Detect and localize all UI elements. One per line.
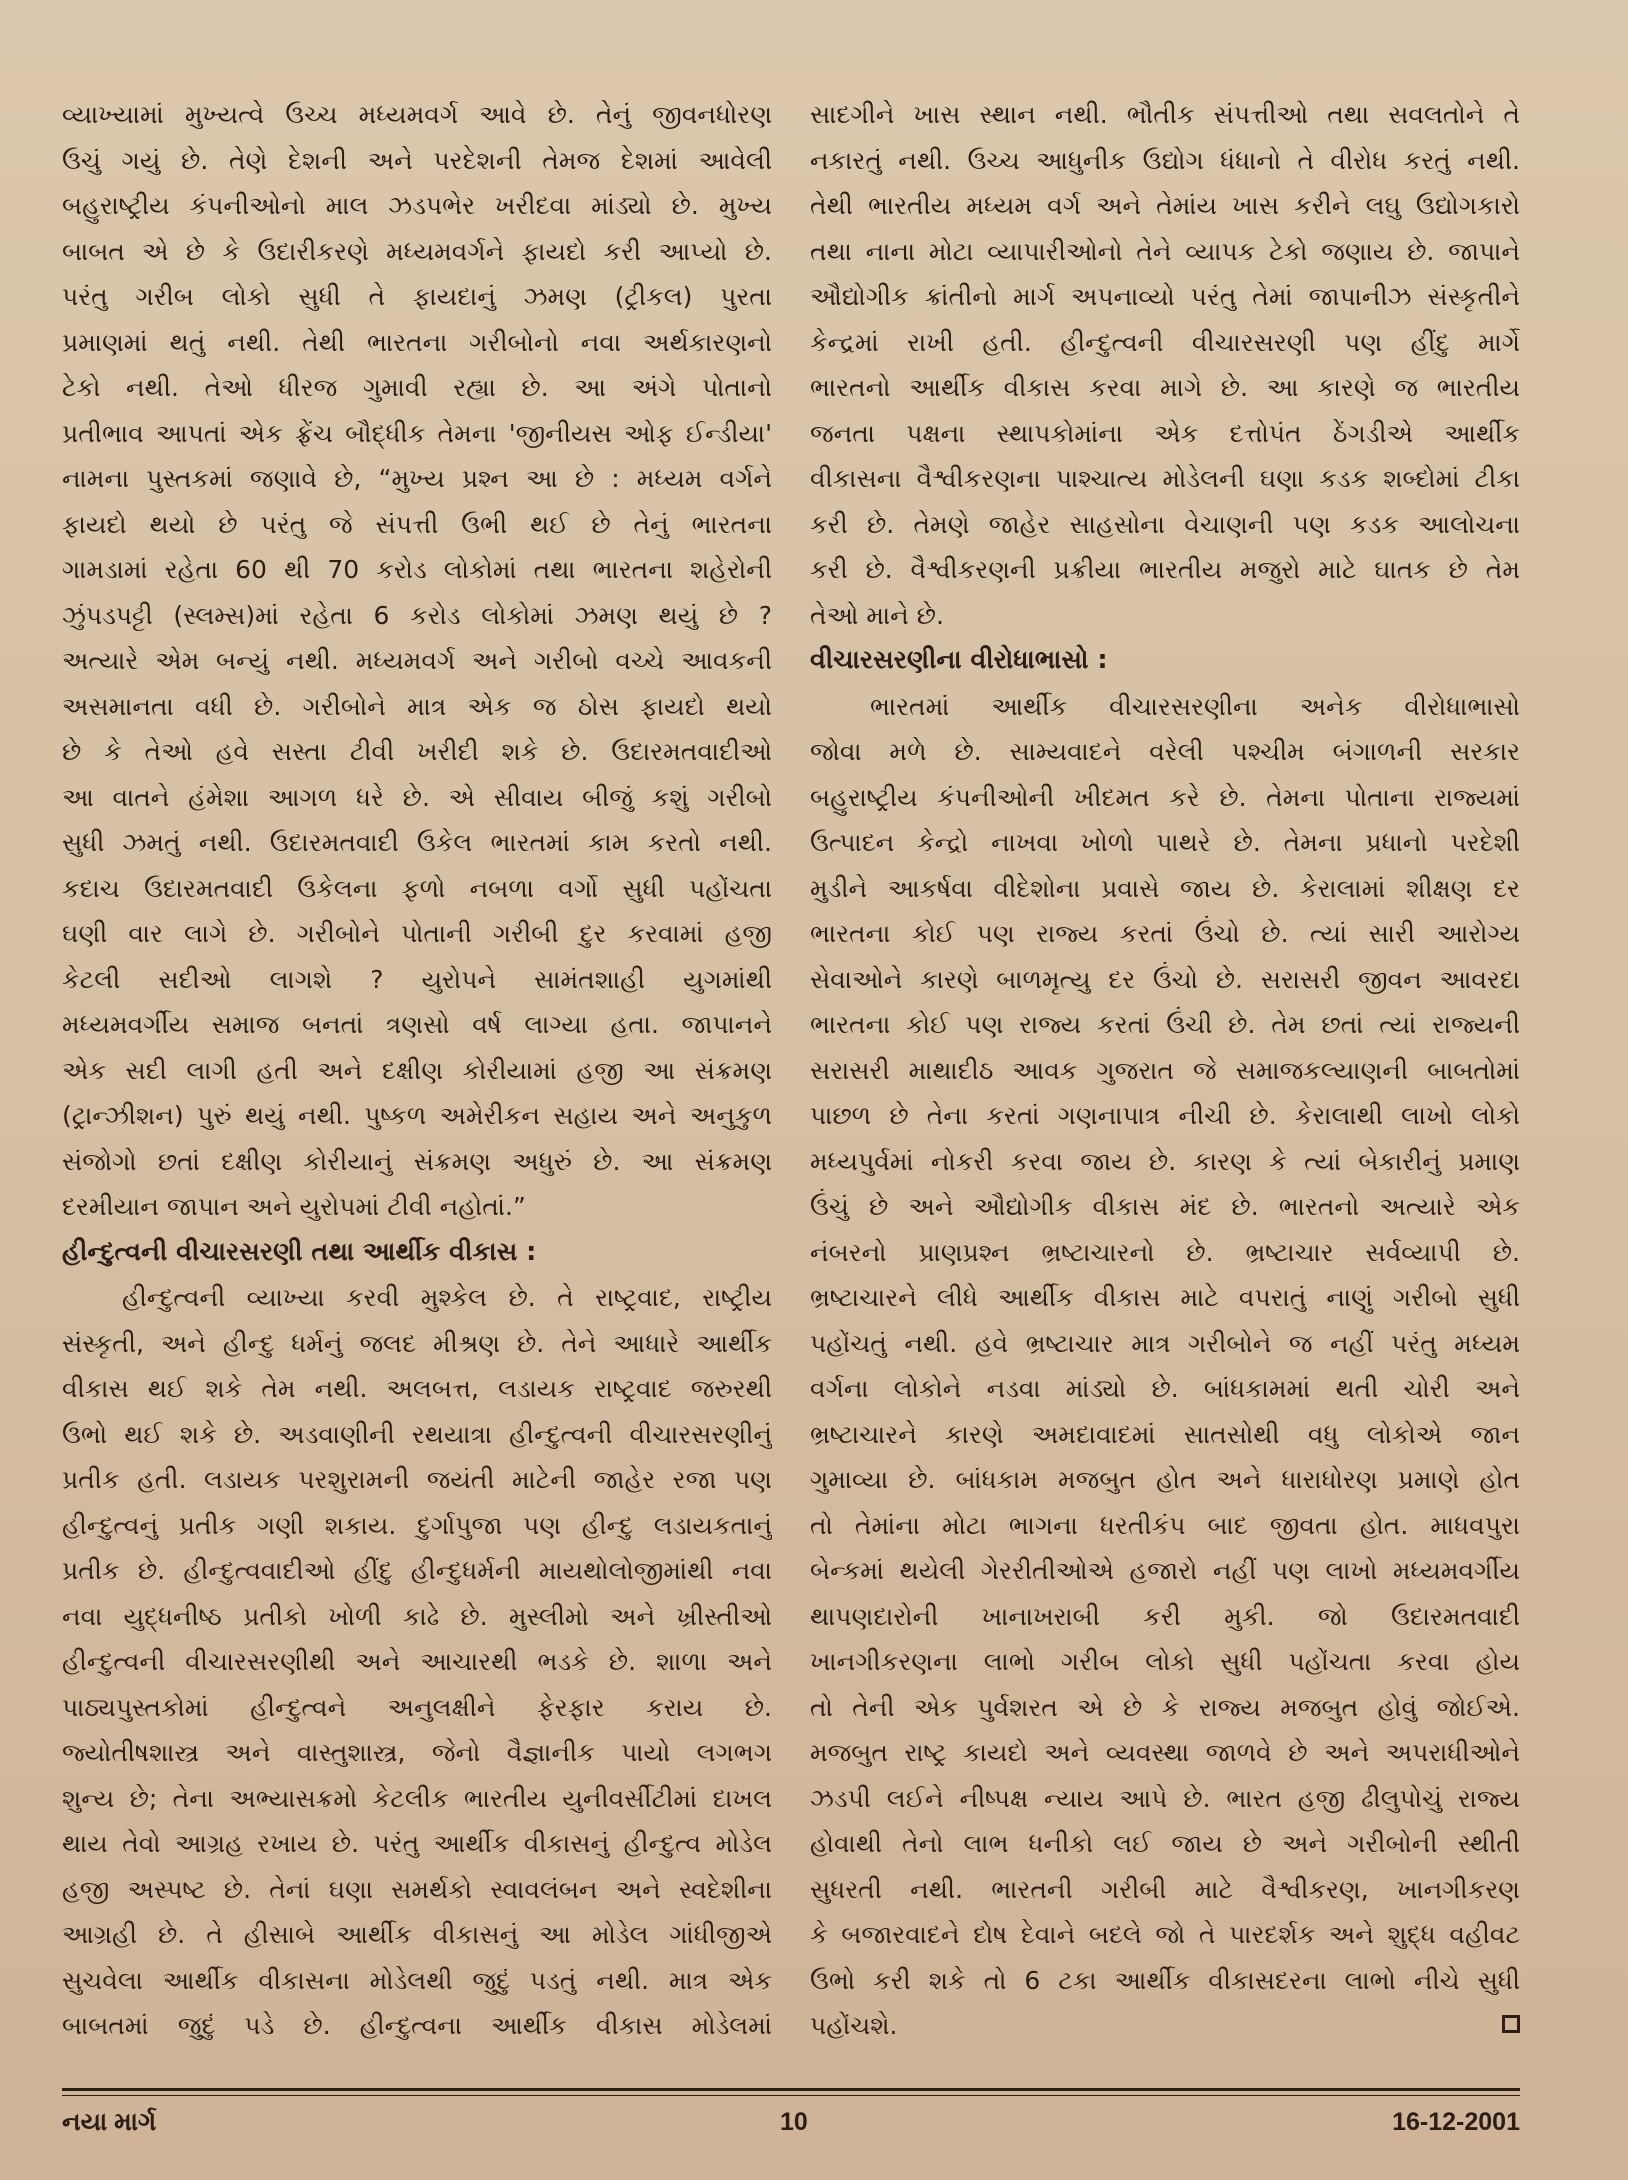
text-line: તથા નાના મોટા વ્યાપારીઓનો તેને વ્યાપક ટેકો જણાય છે. જાપાને	[810, 236, 1520, 266]
text-line: ઘણી વાર લાગે છે. ગરીબોને પોતાની ગરીબી દુર કરવામાં હજી	[62, 919, 772, 948]
page-number: 10	[780, 2108, 808, 2136]
text-line: આ વાતને હંમેશા આગળ ધરે છે. એ સીવાય બીજું કશું ગરીબો	[62, 782, 772, 812]
text-line: એક સદી લાગી હતી અને દક્ષીણ કોરીયામાં હજી આ સંક્રમણ	[62, 1055, 772, 1085]
page-footer	[62, 2108, 1520, 2148]
text-line: સુધરતી નથી. ભારતની ગરીબી માટે વૈશ્વીકરણ, ખાનગીકરણ	[810, 1874, 1520, 1904]
text-line: સાદગીને ખાસ સ્થાન નથી. ભૌતીક સંપત્તીઓ તથા સવલતોને તે	[810, 100, 1520, 129]
text-line: હીન્દુત્વનું પ્રતીક ગણી શકાય. દુર્ગાપુજા પણ હીન્દુ લડાયકતાનું	[62, 1510, 772, 1540]
text-line: પહોંચશે.	[810, 2003, 1520, 2049]
text-line: કેટલી સદીઓ લાગશે ? યુરોપને સામંતશાહી યુગમાંથી	[62, 964, 772, 994]
footer-rule-thin	[62, 2095, 1520, 2096]
text-line: કેન્દ્રમાં રાખી હતી. હીન્દુત્વની વીચારસરણી પણ હીંદુ માર્ગે	[810, 327, 1520, 357]
text-line: ભ્રષ્ટાચારને લીધે આર્થીક વીકાસ માટે વપરાતું નાણું ગરીબો સુધી	[810, 1283, 1520, 1312]
text-line: મજબુત રાષ્ટ્ર કાયદો અને વ્યવસ્થા જાળવે છે અને અપરાધીઓને	[810, 1738, 1520, 1767]
text-line: કરી છે. વૈશ્વીકરણની પ્રક્રીયા ભારતીય મજુરો માટે ઘાતક છે તેમ	[810, 555, 1520, 584]
text-line: સેવાઓને કારણે બાળમૃત્યુ દર ઉંચો છે. સરાસરી જીવન આવરદા	[810, 964, 1520, 994]
text-line: ફાયદો થયો છે પરંતુ જે સંપત્તી ઉભી થઈ છે તેનું ભારતના	[62, 509, 772, 539]
text-line: પાઠ્યપુસ્તકોમાં હીન્દુત્વને અનુલક્ષીને ફેરફાર કરાય છે.	[62, 1692, 772, 1722]
text-line: સરાસરી માથાદીઠ આવક ગુજરાત જે સમાજકલ્યાણની બાબતોમાં	[810, 1055, 1520, 1085]
text-line: તેથી ભારતીય મધ્યમ વર્ગ અને તેમાંય ખાસ કરીને લઘુ ઉદ્યોગકારો	[810, 191, 1520, 220]
text-line: મધ્યપુર્વમાં નોકરી કરવા જાય છે. કારણ કે ત્યાં બેકારીનું પ્રમાણ	[810, 1146, 1520, 1176]
text-line: ઔદ્યોગીક ક્રાંતીનો માર્ગ અપનાવ્યો પરંતુ તેમાં જાપાનીઝ સંસ્કૃતીને	[810, 282, 1520, 311]
text-line: પાછળ છે તેના કરતાં ગણનાપાત્ર નીચી છે. કેરાલાથી લાખો લોકો	[810, 1101, 1520, 1130]
text-line: વીકાસના વૈશ્વીકરણના પાશ્ચાત્ય મોડેલની ઘણા કડક શબ્દોમાં ટીકા	[810, 464, 1520, 493]
text-line: (ટ્રાન્ઝીશન) પુરું થયું નથી. પુષ્કળ અમેરીકન સહાય અને અનુકુળ	[62, 1101, 772, 1130]
section-heading: વીચારસરણીના વીરોધાભાસો :	[810, 645, 1108, 675]
text-line: જ્યોતીષશાસ્ત્ર અને વાસ્તુશાસ્ત્ર, જેનો વૈજ્ઞાનીક પાયો લગભગ	[62, 1738, 772, 1767]
text-line: સંજોગો છતાં દક્ષીણ કોરીયાનું સંક્રમણ અધુરું છે. આ સંક્રમણ	[62, 1146, 772, 1176]
text-line: થાપણદારોની ખાનાખરાબી કરી મુકી. જો ઉદારમતવાદી	[810, 1601, 1520, 1631]
text-line: ઉચું ગયું છે. તેણે દેશની અને પરદેશની તેમજ દેશમાં આવેલી	[62, 145, 772, 175]
text-line: સુચવેલા આર્થીક વીકાસના મોડેલથી જુદું પડતું નથી. માત્ર એક	[62, 1965, 772, 1995]
issue-date: 16-12-2001	[1392, 2108, 1520, 2136]
text-line: બાબત એ છે કે ઉદારીકરણે મધ્યમવર્ગને ફાયદો કરી આપ્યો છે.	[62, 236, 772, 266]
text-line: ભારતનો આર્થીક વીકાસ કરવા માગે છે. આ કારણે જ ભારતીય	[810, 373, 1520, 402]
text-line: નામના પુસ્તકમાં જણાવે છે, “મુખ્ય પ્રશ્ન આ છે : મધ્યમ વર્ગને	[62, 464, 772, 493]
text-line: નવા યુદ્ધનીષ્ઠ પ્રતીકો ખોળી કાઢે છે. મુસ્લીમો અને ખ્રીસ્તીઓ	[62, 1601, 772, 1631]
text-line: તો તેની એક પુર્વશરત એ છે કે રાજ્ય મજબુત હોવું જોઈએ.	[810, 1692, 1520, 1722]
article-end-mark	[1502, 2015, 1520, 2033]
left-column	[62, 92, 772, 2082]
text-line: પહોંચતું નથી. હવે ભ્રષ્ટાચાર માત્ર ગરીબોને જ નહીં પરંતુ મધ્યમ	[810, 1328, 1520, 1358]
text-line: શુન્ય છે; તેના અભ્યાસક્રમો કેટલીક ભારતીય યુનીવર્સીટીમાં દાખલ	[62, 1783, 772, 1813]
text-line: બાબતમાં જુદું પડે છે. હીન્દુત્વના આર્થીક વીકાસ મોડેલમાં	[62, 2011, 772, 2040]
text-line: કરી છે. તેમણે જાહેર સાહસોના વેચાણની પણ કડક આલોચના	[810, 509, 1520, 539]
text-line: મધ્યમવર્ગીય સમાજ બનતાં ત્રણસો વર્ષ લાગ્યા હતા. જાપાનને	[62, 1010, 772, 1039]
text-line: નકારતું નથી. ઉચ્ચ આધુનીક ઉદ્યોગ ધંધાનો તે વીરોધ કરતું નથી.	[810, 145, 1520, 175]
footer-rule	[62, 2088, 1520, 2091]
article-body	[62, 92, 1520, 2082]
text-line: વીકાસ થઈ શકે તેમ નથી. અલબત્ત, લડાયક રાષ્ટ્રવાદ જરુરથી	[62, 1374, 772, 1403]
text-line: બહુરાષ્ટ્રીય કંપનીઓનો માલ ઝડપભેર ખરીદવા માંડ્યો છે. મુખ્ય	[62, 191, 772, 220]
text-line: ઉત્પાદન કેન્દ્રો નાખવા ખોળો પાથરે છે. તેમના પ્રધાનો પરદેશી	[810, 828, 1520, 857]
text-line: હજી અસ્પષ્ટ છે. તેનાં ઘણા સમર્થકો સ્વાવલંબન અને સ્વદેશીના	[62, 1874, 772, 1904]
text-line: તો તેમાંના મોટા ભાગના ધરતીકંપ બાદ જીવતા હોત. માધવપુરા	[810, 1510, 1520, 1540]
text-line: ગુમાવ્યા છે. બાંધકામ મજબુત હોત અને ધારાધોરણ પ્રમાણે હોત	[810, 1465, 1520, 1494]
text-line: નંબરનો પ્રાણપ્રશ્ન ભ્રષ્ટાચારનો છે. ભ્રષ્ટાચાર સર્વવ્યાપી છે.	[810, 1237, 1520, 1267]
text-line: ભારતના કોઈ પણ રાજ્ય કરતાં ઉંચો છે. ત્યાં સારી આરોગ્ય	[810, 919, 1520, 948]
text-line: પ્રતીક છે. હીન્દુત્વવાદીઓ હીંદુ હીન્દુધર્મની માયથોલોજીમાંથી નવા	[62, 1556, 772, 1585]
text-line: છે કે તેઓ હવે સસ્તા ટીવી ખરીદી શકે છે. ઉદારમતવાદીઓ	[62, 737, 772, 766]
text-line: ભારતમાં આર્થીક વીચારસરણીના અનેક વીરોધાભાસો	[870, 691, 1520, 721]
text-line: જોવા મળે છે. સામ્યવાદને વરેલી પશ્ચીમ બંગાળની સરકાર	[810, 737, 1520, 766]
text-line: હીન્દુત્વની વ્યાખ્યા કરવી મુશ્કેલ છે. તે રાષ્ટ્રવાદ, રાષ્ટ્રીય	[122, 1283, 772, 1312]
text-line: ભારતના કોઈ પણ રાજ્ય કરતાં ઉંચી છે. તેમ છતાં ત્યાં રાજ્યની	[810, 1010, 1520, 1039]
text-line: અસમાનતા વધી છે. ગરીબોને માત્ર એક જ ઠોસ ફાયદો થયો	[62, 691, 772, 721]
text-line: થાય તેવો આગ્રહ રખાય છે. પરંતુ આર્થીક વીકાસનું હીન્દુત્વ મોડેલ	[62, 1829, 772, 1858]
text-line: ખાનગીકરણના લાભો ગરીબ લોકો સુધી પહોંચતા કરવા હોય	[810, 1647, 1520, 1676]
text-line: કે બજારવાદને દોષ દેવાને બદલે જો તે પારદર્શક અને શુદ્ધ વહીવટ	[810, 1920, 1520, 1949]
text-line: ટેકો નથી. તેઓ ધીરજ ગુમાવી રહ્યા છે. આ અંગે પોતાનો	[62, 373, 772, 402]
text-line: કદાચ ઉદારમતવાદી ઉકેલના ફળો નબળા વર્ગો સુધી પહોંચતા	[62, 873, 772, 903]
text-line: ઉભો કરી શકે તો 6 ટકા આર્થીક વીકાસદરના લાભો નીચે સુધી	[810, 1965, 1520, 1995]
text-line: પરંતુ ગરીબ લોકો સુધી તે ફાયદાનું ઝમણ (ટ્રીકલ) પુરતા	[62, 282, 772, 311]
text-line: ભ્રષ્ટાચારને કારણે અમદાવાદમાં સાતસોથી વધુ લોકોએ જાન	[810, 1419, 1520, 1449]
text-line: પ્રતીભાવ આપતાં એક ફ્રેંચ બૌદ્ધીક તેમના 'જીનીયસ ઓફ ઈન્ડીયા'	[62, 418, 772, 448]
publication-name: નયા માર્ગ	[62, 2108, 157, 2136]
text-line: મુડીને આકર્ષવા વીદેશોના પ્રવાસે જાય છે. કેરાલામાં શીક્ષણ દર	[810, 873, 1520, 903]
text-line: હીન્દુત્વની વીચારસરણીથી અને આચારથી ભડકે છે. શાળા અને	[62, 1647, 772, 1676]
text-line: ઉંચું છે અને ઔદ્યોગીક વીકાસ મંદ છે. ભારતનો અત્યારે એક	[810, 1192, 1520, 1221]
text-line: ઉભો થઈ શકે છે. અડવાણીની રથયાત્રા હીન્દુત્વની વીચારસરણીનું	[62, 1419, 772, 1449]
text-line: ઝુંપડપટ્ટી (સ્લમ્સ)માં રહેતા 6 કરોડ લોકોમાં ઝમણ થયું છે ?	[62, 600, 772, 630]
text-line: દરમીયાન જાપાન અને યુરોપમાં ટીવી નહોતાં.”	[62, 1192, 526, 1221]
text-line: ગામડામાં રહેતા 60 થી 70 કરોડ લોકોમાં તથા ભારતના શહેરોની	[62, 555, 772, 584]
text-line: અત્યારે એમ બન્યું નથી. મધ્યમવર્ગ અને ગરીબો વચ્ચે આવકની	[62, 646, 772, 675]
text-line: આગ્રહી છે. તે હીસાબે આર્થીક વીકાસનું આ મોડેલ ગાંધીજીએ	[62, 1920, 772, 1949]
text-line: જનતા પક્ષના સ્થાપકોમાંના એક દત્તોપંત ઠેંગડીએ આર્થીક	[810, 418, 1520, 448]
text-line: પ્રમાણમાં થતું નથી. તેથી ભારતના ગરીબોનો નવા અર્થકારણનો	[62, 327, 772, 357]
text-line: તેઓ માને છે.	[810, 600, 944, 630]
right-column	[810, 92, 1520, 2082]
text-line: વર્ગના લોકોને નડવા માંડ્યો છે. બાંધકામમાં થતી ચોરી અને	[810, 1374, 1520, 1403]
text-line: ઝડપી લઈને નીષ્પક્ષ ન્યાય આપે છે. ભારત હજી ઢીલુપોચું રાજ્ય	[810, 1783, 1520, 1813]
text-line: બહુરાષ્ટ્રીય કંપનીઓની ખીદમત કરે છે. તેમના પોતાના રાજ્યમાં	[810, 782, 1520, 812]
text-line: બેન્કમાં થયેલી ગેરરીતીઓએ હજારો નહીં પણ લાખો મધ્યમવર્ગીય	[810, 1556, 1520, 1585]
text-line: સંસ્કૃતી, અને હીન્દુ ધર્મનું જલદ મીશ્રણ છે. તેને આધારે આર્થીક	[62, 1328, 772, 1358]
section-heading: હીન્દુત્વની વીચારસરણી તથા આર્થીક વીકાસ :	[62, 1236, 537, 1267]
text-line: પ્રતીક હતી. લડાયક પરશુરામની જયંતી માટેની જાહેર રજા પણ	[62, 1465, 772, 1494]
text-line: સુધી ઝમતું નથી. ઉદારમતવાદી ઉકેલ ભારતમાં કામ કરતો નથી.	[62, 828, 772, 857]
text-line: હોવાથી તેનો લાભ ધનીકો લઈ જાય છે અને ગરીબોની સ્થીતી	[810, 1829, 1520, 1858]
text-line: વ્યાખ્યામાં મુખ્યત્વે ઉચ્ચ મધ્યમવર્ગ આવે છે. તેનું જીવનધોરણ	[62, 100, 772, 129]
